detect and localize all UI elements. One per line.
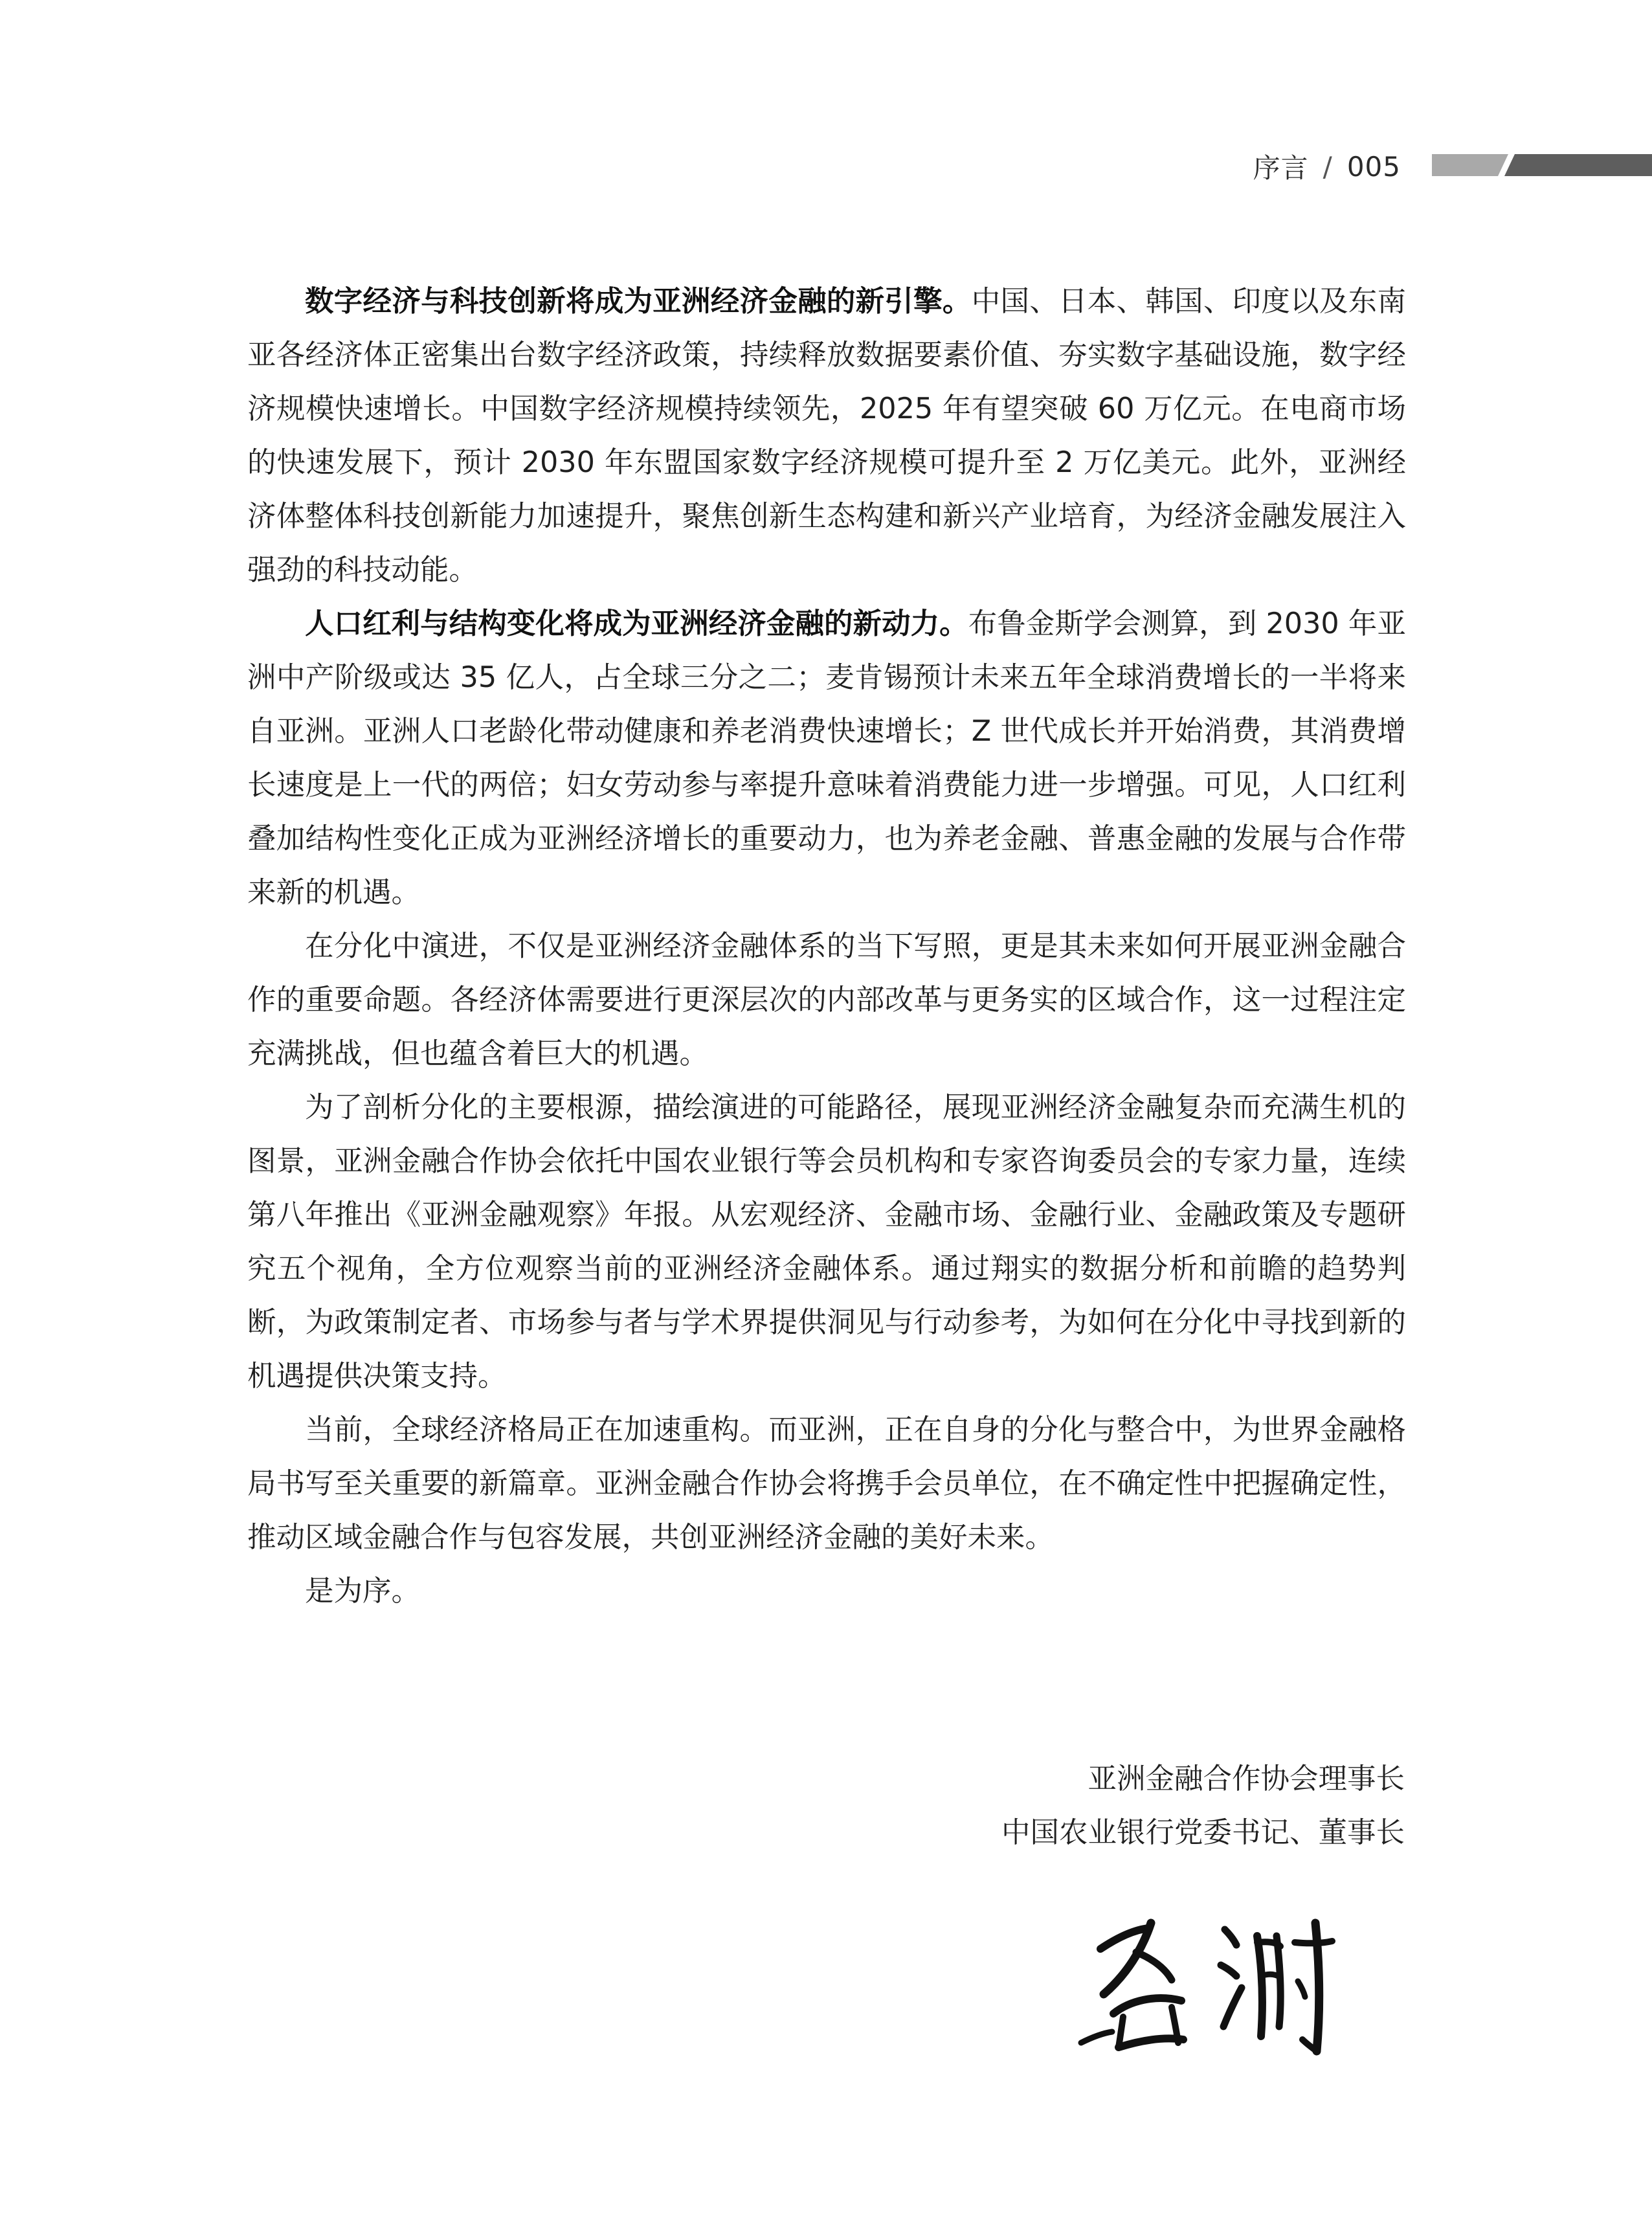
header-decoration-bar <box>1432 154 1652 176</box>
paragraph-1 <box>247 275 1406 597</box>
paragraph-lead: 数字经济与科技创新将成为亚洲经济金融的新引擎。 <box>305 285 972 318</box>
paragraph-2 <box>247 597 1406 919</box>
signoff-title-line-1: 亚洲金融合作协会理事长 <box>1088 1762 1405 1795</box>
header-bar-light-segment <box>1432 154 1508 176</box>
signoff-title-line-2: 中国农业银行党委书记、董事长 <box>1001 1816 1405 1849</box>
signoff-block <box>1001 1752 1405 1860</box>
paragraph-3 <box>247 919 1406 1081</box>
running-header <box>1253 144 1401 189</box>
paragraph-text: 当前，全球经济格局正在加速重构。而亚洲，正在自身的分化与整合中，为世界金融格局书写至关重要的新篇章。亚洲金融合作协会将携手会员单位，在不确定性中把握确定性，推动区域金融合作与包容发展，共创亚洲经济金融的美好未来。 <box>247 1413 1406 1554</box>
paragraph-text: 在分化中演进，不仅是亚洲经济金融体系的当下写照，更是其未来如何开展亚洲金融合作的重要命题。各经济体需要进行更深层次的内部改革与更务实的区域合作，这一过程注定充满挑战，但也蕴含着巨大的机遇。 <box>247 930 1406 1070</box>
page-number: 005 <box>1346 150 1401 183</box>
paragraph-text: 为了剖析分化的主要根源，描绘演进的可能路径，展现亚洲经济金融复杂而充满生机的图景，亚洲金融合作协会依托中国农业银行等会员机构和专家咨询委员会的专家力量，连续第八年推出《亚洲金融观察》年报。从宏观经济、金融市场、金融行业、金融政策及专题研究五个视角，全方位观察当前的亚洲经济金融体系。通过翔实的数据分析和前瞻的趋势判断，为政策制定者、市场参与者与学术界提供洞见与行动参考，为如何在分化中寻找到新的机遇提供决策支持。 <box>247 1091 1406 1393</box>
header-separator: / <box>1323 150 1333 183</box>
paragraph-4 <box>247 1081 1406 1403</box>
paragraph-lead: 人口红利与结构变化将成为亚洲经济金融的新动力。 <box>305 607 968 640</box>
section-title: 序言 <box>1253 152 1309 184</box>
preface-body <box>247 275 1406 1618</box>
paragraph-text: 中国、日本、韩国、印度以及东南亚各经济体正密集出台数字经济政策，持续释放数据要素价值、夯实数字基础设施，数字经济规模快速增长。中国数字经济规模持续领先，2025 年有望突破 60 万亿元。在电商市场的快速发展下，预计 2030 年东盟国家数字经济规模可提升至 2 万亿美元。此外，亚洲经济体整体科技创新能力加速提升，聚焦创新生态构建和新兴产业培育，为经济金融发展注入强劲的科技动能。 <box>247 285 1406 587</box>
header-bar-dark-segment <box>1504 154 1652 176</box>
handwritten-signature <box>1075 1904 1346 2059</box>
paragraph-text: 布鲁金斯学会测算，到 2030 年亚洲中产阶级或达 35 亿人，占全球三分之二；麦肯锡预计未来五年全球消费增长的一半将来自亚洲。亚洲人口老龄化带动健康和养老消费快速增长；Z 世代成长并开始消费，其消费增长速度是上一代的两倍；妇女劳动参与率提升意味着消费能力进一步增强。可见，人口红利叠加结构性变化正成为亚洲经济增长的重要动力，也为养老金融、普惠金融的发展与合作带来新的机遇。 <box>247 607 1406 909</box>
paragraph-5 <box>247 1403 1406 1564</box>
paragraph-6 <box>247 1564 1406 1618</box>
paragraph-text: 是为序。 <box>305 1575 421 1608</box>
